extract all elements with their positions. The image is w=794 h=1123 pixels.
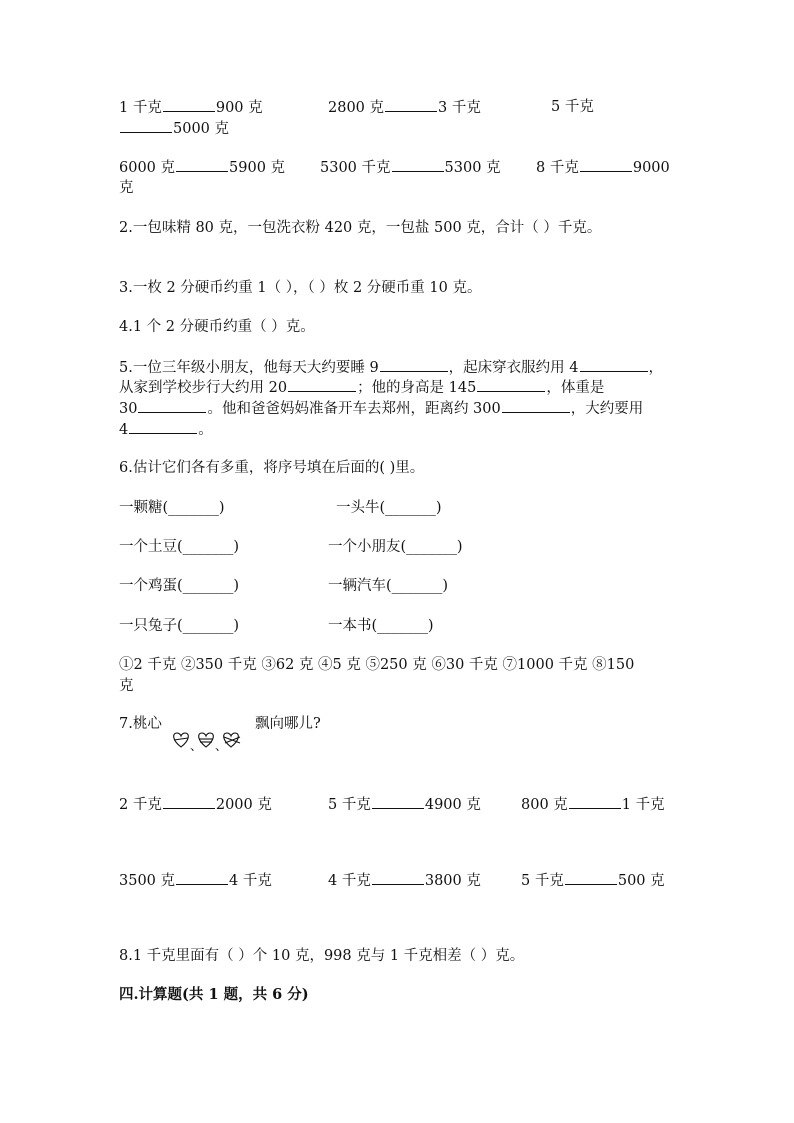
compare-left: 3500 克 (119, 873, 176, 889)
answer-blank[interactable] (129, 419, 197, 434)
compare-left: 5 千克 (551, 99, 594, 115)
compare-left: 5 千克 (521, 873, 564, 889)
answer-blank[interactable] (580, 357, 648, 372)
compare-1-2 (328, 97, 481, 118)
q6-item-b-1[interactable]: 一头牛(_______) (336, 500, 442, 516)
hearts-icon (170, 728, 250, 752)
compare-left: 2800 克 (328, 100, 385, 116)
text: 。他和爸爸妈妈准备开车去郑州，距离约 300 (207, 401, 501, 417)
q6-options: ①2 千克 ②350 千克 ③62 克 ④5 克 ⑤250 克 ⑥30 千克 ⑦1000 千克 ⑧150 (119, 657, 635, 673)
q6-options-wrap: 克 (119, 678, 134, 694)
q6-item-a-1[interactable]: 一颗糖(_______) (119, 500, 225, 516)
question-7-title (119, 714, 162, 734)
answer-blank[interactable] (288, 377, 356, 392)
q6-item-a-4[interactable]: 一只兔子(_______) (119, 618, 240, 634)
answer-blank[interactable] (477, 377, 545, 392)
compare-left: 6000 克 (119, 160, 176, 176)
text: ，体重是 (546, 380, 605, 396)
q7-compare-1-1 (119, 794, 272, 815)
compare-left: 5 千克 (328, 797, 371, 813)
answer-blank[interactable] (176, 870, 228, 885)
text: 。 (198, 422, 213, 438)
answer-blank[interactable] (392, 157, 444, 172)
q7-compare-2-1 (119, 870, 272, 891)
q6-item-a-3[interactable]: 一个鸡蛋(_______) (119, 578, 240, 594)
compare-2-3-wrap: 克 (119, 180, 134, 196)
compare-right: 5900 克 (229, 160, 286, 176)
text: ；他的身高是 145 (357, 380, 477, 396)
answer-blank[interactable] (120, 118, 172, 133)
q6-item-a-2[interactable]: 一个土豆(_______) (119, 539, 240, 555)
q7-compare-2-3 (521, 870, 665, 891)
answer-blank[interactable] (380, 357, 448, 372)
question-6-title: 6.估计它们各有多重，将序号填在后面的( )里。 (119, 460, 425, 476)
compare-1-1 (119, 97, 263, 118)
answer-blank[interactable] (163, 97, 215, 112)
compare-right: 1 千克 (621, 797, 665, 813)
q7-compare-1-2 (328, 794, 481, 815)
question-4: 4.1 个 2 分硬币约重（ ）克。 (119, 319, 315, 335)
question-3: 3.一枚 2 分硬币约重 1（ ），（ ）枚 2 分硬币重 10 克。 (119, 280, 482, 296)
compare-right: 5000 克 (173, 121, 230, 137)
compare-right: 500 克 (617, 873, 665, 889)
text: ，大约要用 (570, 401, 644, 417)
text: ，起床穿衣服约用 4 (448, 360, 579, 376)
question-2: 2.一包味精 80 克，一包洗衣粉 420 克，一包盐 500 克，合计（ ）千克。 (119, 220, 602, 236)
compare-right: 4900 克 (424, 797, 481, 813)
svg-text:、: 、 (215, 739, 228, 752)
answer-blank[interactable] (502, 398, 570, 413)
svg-text:、: 、 (190, 739, 203, 752)
question-7-title-b: 飘向哪儿? (255, 716, 321, 732)
text: 4 (119, 422, 129, 438)
compare-left: 5300 千克 (320, 160, 391, 176)
compare-2-2 (320, 157, 501, 178)
compare-right: 5300 克 (444, 160, 501, 176)
compare-left: 4 千克 (328, 873, 371, 889)
answer-blank[interactable] (569, 794, 621, 809)
compare-right: 4 千克 (229, 873, 272, 889)
answer-blank[interactable] (565, 870, 617, 885)
question-5-line-2 (119, 377, 604, 398)
compare-right: 9000 (632, 160, 670, 176)
text: ， (648, 360, 664, 376)
answer-blank[interactable] (163, 794, 215, 809)
compare-left: 2 千克 (119, 797, 162, 813)
q7-compare-1-3 (521, 794, 665, 815)
text: 从家到学校步行大约用 20 (119, 380, 288, 396)
q6-item-b-2[interactable]: 一个小朋友(_______) (328, 539, 463, 555)
compare-right: 2000 克 (215, 797, 272, 813)
q7-compare-2-2 (328, 870, 481, 891)
compare-left: 8 千克 (536, 160, 579, 176)
question-5-line-3 (119, 398, 643, 419)
compare-left: 800 克 (521, 797, 568, 813)
compare-2-3 (536, 157, 670, 178)
question-8: 8.1 千克里面有（ ）个 10 克，998 克与 1 千克相差（ ）克。 (119, 948, 525, 964)
compare-1-3-wrap (119, 118, 229, 139)
q6-item-b-3[interactable]: 一辆汽车(_______) (328, 578, 449, 594)
compare-right: 3800 克 (424, 873, 481, 889)
text: 30 (119, 401, 138, 417)
compare-right: 3 千克 (438, 100, 481, 116)
q6-item-b-4[interactable]: 一本书(_______) (328, 618, 434, 634)
section-4-heading: 四.计算题(共 1 题，共 6 分) (119, 986, 309, 1003)
answer-blank[interactable] (580, 157, 632, 172)
compare-1-3 (551, 97, 594, 117)
compare-2-1 (119, 157, 285, 178)
answer-blank[interactable] (385, 97, 437, 112)
text: 7.桃心 (119, 716, 162, 732)
answer-blank[interactable] (138, 398, 206, 413)
question-5-line-1 (119, 357, 663, 378)
compare-right: 900 克 (215, 100, 263, 116)
question-5-line-4 (119, 419, 213, 440)
compare-left: 1 千克 (119, 100, 162, 116)
answer-blank[interactable] (372, 794, 424, 809)
answer-blank[interactable] (176, 157, 228, 172)
answer-blank[interactable] (372, 870, 424, 885)
text: 5.一位三年级小朋友，他每天大约要睡 9 (119, 360, 379, 376)
